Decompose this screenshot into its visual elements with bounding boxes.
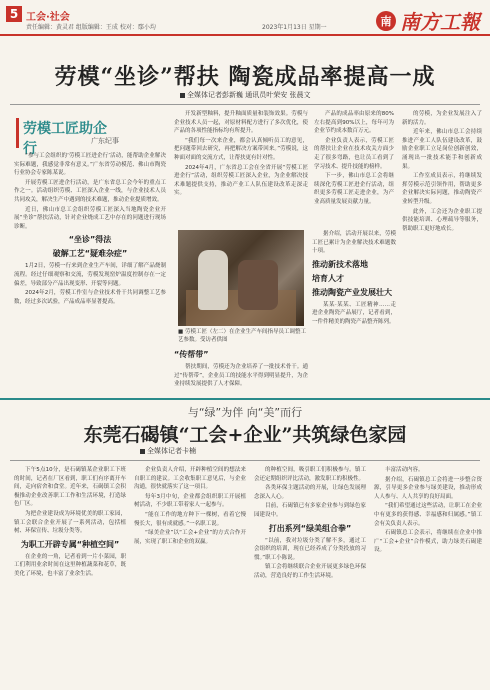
article2-column-2 [134, 466, 246, 682]
masthead [376, 6, 480, 35]
subheading: 破解工艺“疑难杂症” [52, 249, 128, 259]
paragraph: 各类环保主题活动的开展，让绿色发展理念深入人心。 [254, 485, 366, 500]
byline-text: 全媒体记者彭新巍 通讯员叶荣安 张晨文 [187, 91, 311, 99]
paragraph: 据介绍，石碣镇总工会将进一步整合资源，引导更多企业参与绿美建设，推动形成人人参与、人人共享的良好局面。 [374, 476, 482, 500]
photo-figure-shape [238, 260, 278, 310]
byline-marker-icon [180, 93, 185, 98]
subheading: 为职工开辟专属“种植空间” [20, 539, 120, 549]
divider [10, 460, 480, 461]
column-title: 劳模工匠助企行 [23, 121, 107, 157]
article2-column-4 [374, 466, 482, 682]
paragraph: 帮扶期间，劳模还为企业培养了一批技术骨干。通过“传帮带”，企业员工的技能水平得到明显提升，为企业持续发展提供了人才保障。 [174, 364, 308, 388]
byline-1 [180, 90, 310, 100]
article-photo [178, 230, 304, 326]
paragraph: “绿美企业”以“工会+企业”的方式合作开展，实现了职工和企业的双赢。 [134, 530, 246, 545]
paragraph: 镇工会将继续联合企业开展更多绿色环保活动，营造良好的工作生活环境。 [254, 564, 366, 579]
paragraph: “我们每一次来企业，都会认真倾听员工的意见，把问题带回去研究，再把解决方案带回来。”劳模说，这种面对面的交流方式，让帮扶更有针对性。 [174, 137, 308, 161]
subheading: “传帮带” [174, 350, 209, 359]
masthead-title: 南方工報 [400, 10, 480, 34]
paragraph: 的种植空间，吸引职工们积极参与。镇工会还定期组织评比活动，激发职工的积极性。 [254, 467, 366, 482]
paragraph: 产品的成品率由原来的80%左右提高到90%以上，每年可为企业节约成本数百万元。 [314, 111, 394, 135]
column-tag: 广东纪事 [91, 137, 119, 145]
paragraph: 丰富活动内容。 [385, 467, 424, 473]
paragraph: 企业负责人介绍，开辟种植空间的想法来自职工的建议。工会收集职工意见后，与企业沟通，很快就落实了这一项目。 [134, 467, 246, 491]
paragraph: “能在工作的地方种下一棵树，看着它慢慢长大，很有成就感。”一名职工说。 [134, 511, 246, 527]
article1-column-1 [14, 152, 166, 392]
photo-caption: ■ 劳模工匠（左二）在企业生产车间指导员工调整工艺参数。受访者供图 [178, 329, 306, 343]
subheading: 打出系列“绿美组合拳” [268, 523, 352, 533]
issue-date: 2023年1月13日 星期一 [262, 24, 327, 31]
paragraph: 近年来，佛山市总工会持续推进产业工人队伍建设改革，鼓励企业职工立足岗位创新创效，涌现出一批技术能手和创新成果。 [402, 129, 482, 170]
headline-2: 东莞石碣镇“工会+企业”共筑绿色家园 [83, 424, 407, 446]
article1-column-2 [174, 110, 308, 226]
paragraph: “以前，我对垃圾分类了解不多，通过工会组织的培训，现在已经养成了分类投放的习惯。”职工小陈说。 [254, 537, 366, 561]
paragraph: 1月2日，劳模一行来到企业生产车间，详细了解产品烧制流程。经过仔细观察和交流，劳模发现窑炉温度控制存在一定偏差，导致部分产品出现变形、开裂等问题。 [14, 263, 166, 287]
article1-column-2b [174, 346, 308, 394]
paragraph: 据介绍，活动开展以来，劳模工匠已累计为企业解决技术难题数十项。 [312, 231, 396, 255]
subheading: 推动新技术落地 [312, 259, 368, 269]
article2-column-3 [254, 466, 366, 682]
paragraph: 石碣镇总工会表示，将继续在企业中推广“工会+企业”合作模式，助力绿美石碣建设。 [374, 530, 482, 554]
paragraph: 为把企业建设成为环境优美的职工家园，镇工会联合企业开展了一系列活动，包括植树、环保宣传、垃圾分类等。 [14, 510, 126, 535]
headline-1: 劳模“坐诊”帮扶 陶瓷成品率提高一成 [54, 64, 436, 90]
article2-column-1 [14, 466, 126, 682]
page-header [0, 0, 490, 36]
section-divider [0, 398, 490, 400]
paragraph: 2024年4月，广东省总工会在全省开展“劳模工匠进企行”活动，组织劳模工匠深入企业，为企业解决技术难题提供支持，推动产业工人队伍建设改革走深走实。 [174, 164, 308, 197]
paragraph: 的劳模，为企业发展注入了新的活力。 [402, 111, 482, 126]
photo-figure-shape [198, 250, 228, 310]
paragraph: 此外，工会还为企业职工提供技能培训、心理疏导等服务，帮助职工更好地成长。 [402, 208, 482, 232]
paragraph: “我们希望通过这些活动，让职工在企业中有更多的获得感、幸福感和归属感。”镇工会有关负责人表示。 [374, 503, 482, 527]
paragraph: “参与工会组织的‘劳模工匠进企行’活动，能帮助企业解决实际难题，我感觉非常有意义。”广东省劳动模范、佛山市陶瓷行业协会专家陈某说。 [14, 153, 166, 177]
column-header [16, 118, 119, 157]
paragraph: 在企业的一角，记者看到一片小菜园，职工们利用业余时间在这里种植蔬菜和花草，既美化了环境，也丰富了业余生活。 [14, 553, 126, 577]
article1-column-4 [402, 110, 482, 394]
paragraph: 开展劳模工匠进企行活动，是广东省总工会今年的重点工作之一。活动组织劳模、工匠深入企业一线，与企业技术人员共同攻关，解决生产中遇到的技术难题，推动企业提质增效。 [14, 179, 166, 203]
page-number: 5 [6, 6, 22, 22]
paragraph: 近日，佛山市总工会组织劳模工匠深入当地陶瓷企业开展“坐诊”帮扶活动，针对企业烧成工艺中存在的问题进行现场诊断。 [14, 206, 166, 230]
subheading: 培育人才 [312, 273, 344, 283]
newspaper-logo-icon: 南 [376, 11, 396, 31]
paragraph: 每年3月中旬，企业都会组织职工开展植树活动，不少职工带着家人一起参与。 [134, 493, 246, 509]
paragraph: 开发新型釉料，提升釉面质量和装饰效果。劳模与企业技术人员一起，对原材料配方进行了多次优化，使产品的各项性能指标均有所提升。 [174, 111, 308, 135]
paragraph: 下午5点10分，是石碣镇某企业职工下班的时间，记者在厂区看到，职工们有序离开车间，走向宿舍和食堂。近年来，石碣镇工会积极推动企业改善职工工作和生活环境，打造绿色厂区。 [14, 467, 126, 508]
paragraph: 工作室成员表示，将继续发挥劳模示范引领作用，帮助更多企业解决实际问题，推动陶瓷产业转型升级。 [402, 173, 482, 205]
paragraph: 目前，石碣镇已有多家企业参与到绿色家园建设中。 [254, 503, 366, 518]
article1-column-3 [314, 110, 394, 226]
article1-column-3b [312, 230, 396, 394]
paragraph: 2024年2月，劳模工作室与企业技术骨干共同调整工艺参数，经过多次试验，产品成品率显著提高。 [14, 290, 166, 305]
paragraph: 企业负责人表示，劳模工匠的帮扶让企业在技术攻关方面少走了很多弯路，也让员工看到了学习技术、提升技能的榜样。 [314, 137, 394, 170]
byline-2 [140, 446, 196, 456]
byline-text: 全媒体记者卡楠 [147, 447, 196, 455]
kicker-2: 与“绿”为伴 向“美”而行 [187, 406, 303, 419]
divider [10, 104, 480, 105]
paragraph: 某某·某某、工匠精神……走进企业陶瓷产品展厅，记者看到，一件件精美的陶瓷产品整齐陈列。 [312, 301, 396, 325]
editors-line: 责任编辑：黄灵君 组版编辑：王成 校对：鄢小均 [26, 24, 156, 31]
section-name: 工会·社会 [26, 12, 70, 23]
paragraph: 下一步，佛山市总工会将继续深化劳模工匠进企行活动，组织更多劳模工匠走进企业，为产业高质量发展贡献力量。 [314, 173, 394, 205]
subheading: 推动陶瓷产业发展壮大 [312, 287, 392, 297]
subheading: “坐诊”得法 [68, 235, 112, 245]
byline-marker-icon [140, 449, 145, 454]
